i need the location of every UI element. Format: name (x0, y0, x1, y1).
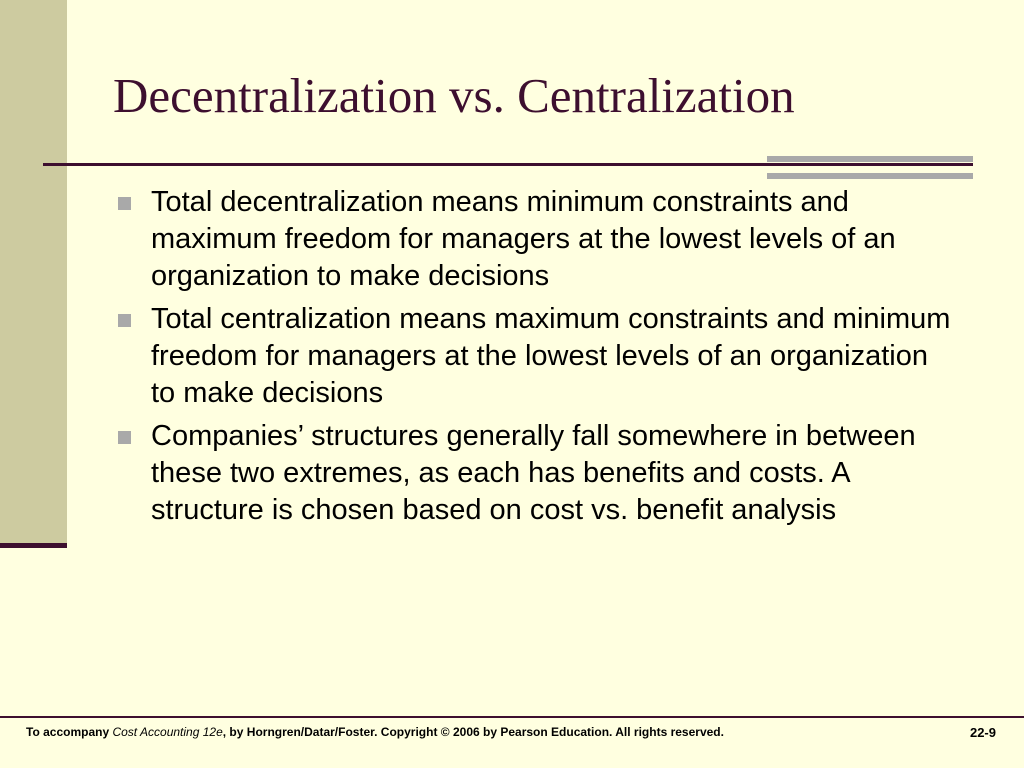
slide-title: Decentralization vs. Centralization (113, 68, 795, 123)
page-number: 22-9 (969, 725, 996, 740)
bullet-text: Total decentralization means minimum constraints and maximum freedom for managers at the lowest levels of an organization to make decisions (151, 186, 896, 292)
gray-accent-bar-top (767, 156, 973, 162)
footer-divider (0, 716, 1024, 718)
bullet-item (116, 184, 956, 295)
bullet-item (116, 418, 956, 529)
bullet-list (116, 184, 956, 535)
bullet-item (116, 301, 956, 412)
left-sidebar-band (0, 0, 67, 548)
footer-book-title: Cost Accounting 12e (112, 725, 223, 739)
bullet-text: Total centralization means maximum constraints and minimum freedom for managers at the lowest levels of an organization to make decisions (151, 303, 951, 409)
footer-prefix: To accompany (26, 725, 113, 739)
footer-suffix: , by Horngren/Datar/Foster. Copyright © 2006 by Pearson Education. All rights reserved. (222, 725, 724, 739)
left-sidebar-divider (0, 543, 67, 548)
square-bullet-icon (118, 431, 131, 444)
footer-copyright (26, 725, 724, 739)
title-divider (43, 163, 973, 166)
bullet-text: Companies’ structures generally fall somewhere in between these two extremes, as each has benefits and costs. A structure is chosen based on cost vs. benefit analysis (151, 420, 916, 526)
square-bullet-icon (118, 197, 131, 210)
gray-accent-bar-bottom (767, 173, 973, 179)
square-bullet-icon (118, 314, 131, 327)
